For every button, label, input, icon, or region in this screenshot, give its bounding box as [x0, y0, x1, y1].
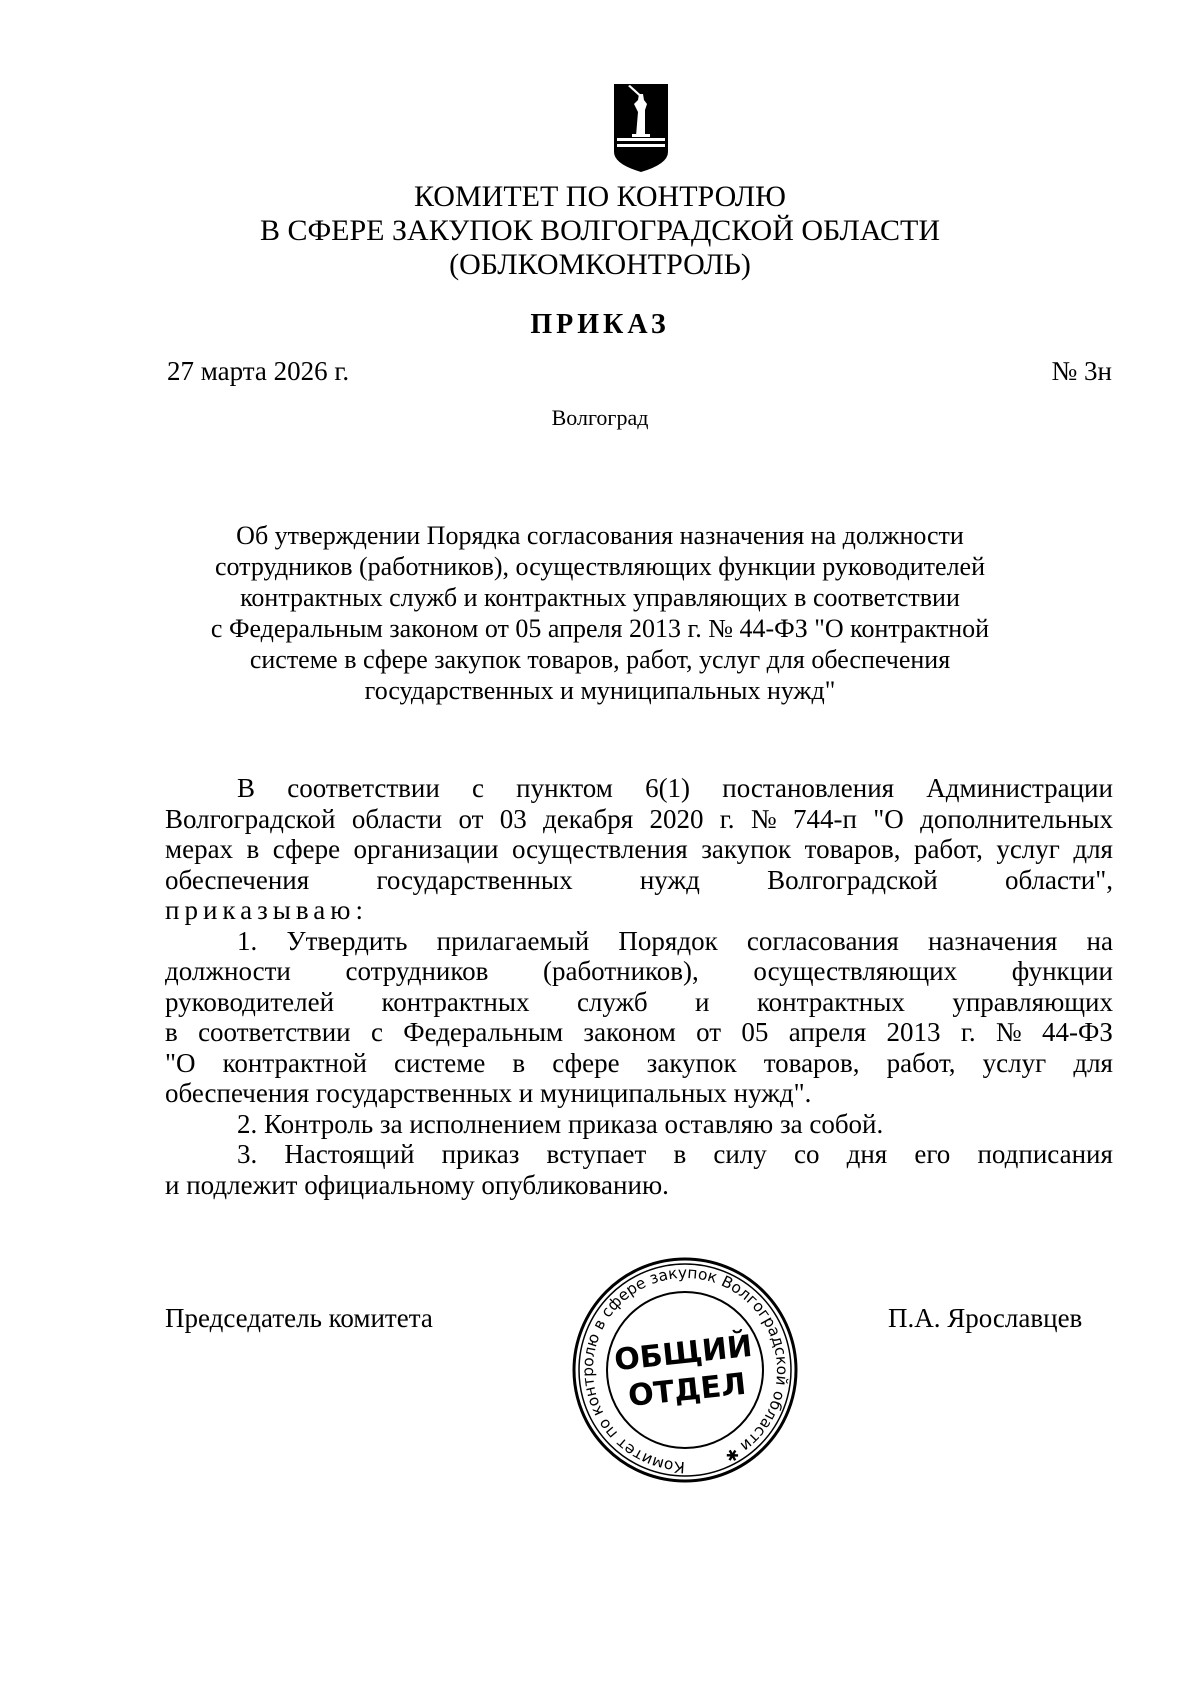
- item-1-last-line: [165, 1078, 1113, 1109]
- word: в: [165, 1017, 178, 1047]
- order-word-line: [165, 895, 1113, 926]
- word: с: [370, 1017, 383, 1047]
- word: в: [246, 834, 260, 864]
- word: дополнительных: [920, 803, 1113, 834]
- word: 44-ФЗ: [1042, 1017, 1113, 1047]
- item-1-line: [165, 1017, 1113, 1048]
- order-word: приказываю:: [165, 895, 368, 925]
- signatory-name: П.А. Ярославцев: [888, 1303, 1083, 1333]
- word: в: [512, 1047, 526, 1078]
- word: Утвердить: [286, 925, 408, 956]
- word: функции: [1011, 956, 1113, 986]
- official-stamp: [570, 1255, 800, 1485]
- stamp-center-line-2: ОТДЕЛ: [626, 1366, 748, 1414]
- word: и: [695, 986, 710, 1017]
- document-type: ПРИКАЗ: [530, 309, 670, 340]
- word: (работников),: [542, 956, 699, 986]
- word: области",: [1004, 864, 1113, 895]
- word: руководителей: [165, 986, 335, 1017]
- word: от: [458, 803, 484, 834]
- word: сотрудников: [345, 956, 489, 986]
- word: сфере: [272, 834, 341, 864]
- preamble-line: [165, 804, 1113, 835]
- item-3-line: [165, 1139, 1113, 1170]
- title-line: контрактных служб и контрактных управляющих в соответствии: [240, 583, 960, 612]
- item-1-line: [165, 987, 1113, 1018]
- word: управляющих: [952, 986, 1113, 1017]
- word: 3.: [237, 1139, 258, 1169]
- item-1-line: [165, 956, 1113, 987]
- word: контрактных: [756, 986, 905, 1017]
- item-1-last-text: обеспечения государственных и муниципальных нужд".: [165, 1078, 812, 1108]
- word: системе: [394, 1047, 486, 1078]
- org-line-1: КОМИТЕТ ПО КОНТРОЛЮ: [414, 180, 786, 213]
- word: услуг: [982, 1047, 1047, 1078]
- word: для: [1073, 834, 1113, 864]
- word: Администрации: [926, 773, 1113, 803]
- word: законом: [583, 1017, 676, 1047]
- item-3-last-text: и подлежит официальному опубликованию.: [165, 1169, 669, 1200]
- word: назначения: [927, 925, 1058, 956]
- word: 744-п: [792, 803, 857, 834]
- word: 03: [499, 803, 527, 834]
- word: 05: [741, 1017, 769, 1047]
- stamp-center-line-1: ОБЩИЙ: [612, 1328, 754, 1379]
- document-title: [130, 520, 1070, 706]
- word: силу: [713, 1139, 767, 1169]
- item-2-text: 2. Контроль за исполнением приказа оставляю за собой.: [237, 1108, 884, 1139]
- word: 6(1): [645, 773, 691, 803]
- word: Порядок: [618, 925, 718, 956]
- preamble-line: [165, 773, 1113, 804]
- document-city: Волгоград: [551, 405, 649, 430]
- word: в: [673, 1139, 687, 1169]
- org-line-3: (ОБЛКОМКОНТРОЛЬ): [449, 248, 751, 281]
- word: приказ: [441, 1139, 520, 1169]
- word: В: [237, 773, 256, 803]
- word: на: [1086, 925, 1113, 956]
- word: 1.: [237, 925, 258, 956]
- word: осуществляющих: [753, 956, 958, 986]
- word: подписания: [977, 1139, 1113, 1169]
- word: Волгоградской: [165, 803, 336, 834]
- word: г.: [960, 1017, 976, 1047]
- word: его: [914, 1139, 951, 1169]
- coat-of-arms-icon: [612, 82, 670, 174]
- document-body: [165, 773, 1113, 1200]
- word: "О: [165, 1047, 196, 1078]
- word: соответствии: [287, 773, 440, 803]
- word: служб: [576, 986, 648, 1017]
- word: со: [793, 1139, 820, 1169]
- stamp-ring-text: Комитет по контролю в сфере закупок Волгоградской области ✱: [578, 1263, 792, 1477]
- word: 2013: [886, 1017, 941, 1047]
- word: товаров,: [804, 834, 901, 864]
- word: контрактной: [222, 1047, 367, 1078]
- word: №: [750, 803, 777, 834]
- title-line: системе в сфере закупок товаров, работ, услуг для обеспечения: [249, 645, 951, 674]
- org-line-2: В СФЕРЕ ЗАКУПОК ВОЛГОГРАДСКОЙ ОБЛАСТИ: [259, 214, 941, 247]
- word: Федеральным: [403, 1017, 564, 1047]
- word: апреля: [788, 1017, 867, 1047]
- word: постановления: [722, 773, 895, 803]
- title-line: государственных и муниципальных нужд": [364, 676, 836, 705]
- word: дня: [846, 1139, 888, 1169]
- title-line: Об утверждении Порядка согласования назначения на должности: [236, 521, 964, 550]
- word: от: [696, 1017, 722, 1047]
- item-3-last-line: [165, 1170, 1113, 1201]
- word: области: [351, 803, 443, 834]
- word: контрактных: [381, 986, 530, 1017]
- title-line: сотрудников (работников), осуществляющих функции руководителей: [214, 552, 986, 581]
- word: обеспечения: [165, 864, 310, 895]
- item-2-line: [165, 1109, 1113, 1140]
- word: государственных: [376, 864, 573, 895]
- word: декабря: [543, 803, 634, 834]
- organization-name: [0, 180, 1200, 282]
- word: мерах: [165, 834, 234, 864]
- word: товаров,: [763, 1047, 860, 1078]
- item-1-line: [165, 1048, 1113, 1079]
- word: для: [1073, 1047, 1113, 1078]
- signatory-role: Председатель комитета: [165, 1303, 433, 1333]
- title-line: с Федеральным законом от 05 апреля 2013 г. № 44-ФЗ "О контрактной: [210, 614, 990, 643]
- word: закупок: [646, 1047, 737, 1078]
- word: Волгоградской: [767, 864, 938, 895]
- word: "О: [873, 803, 904, 834]
- word: соответствии: [198, 1017, 351, 1047]
- document-date: 27 марта 2026 г.: [167, 356, 350, 386]
- document-number: № 3н: [1051, 356, 1112, 386]
- word: г.: [719, 803, 735, 834]
- preamble-line: [165, 834, 1113, 865]
- word: услуг: [996, 834, 1060, 864]
- word: прилагаемый: [436, 925, 590, 956]
- word: осуществления: [512, 834, 688, 864]
- word: организации: [353, 834, 499, 864]
- word: нужд: [639, 864, 700, 895]
- word: сфере: [552, 1047, 620, 1078]
- preamble-line: [165, 865, 1113, 896]
- word: согласования: [746, 925, 899, 956]
- word: с: [471, 773, 484, 803]
- word: вступает: [546, 1139, 647, 1169]
- word: №: [995, 1017, 1022, 1047]
- item-1-line: [165, 926, 1113, 957]
- word: закупок: [701, 834, 792, 864]
- word: работ,: [886, 1047, 956, 1078]
- word: пунктом: [516, 773, 613, 803]
- word: работ,: [913, 834, 983, 864]
- word: должности: [165, 956, 291, 986]
- word: Настоящий: [284, 1139, 415, 1169]
- word: 2020: [649, 803, 704, 834]
